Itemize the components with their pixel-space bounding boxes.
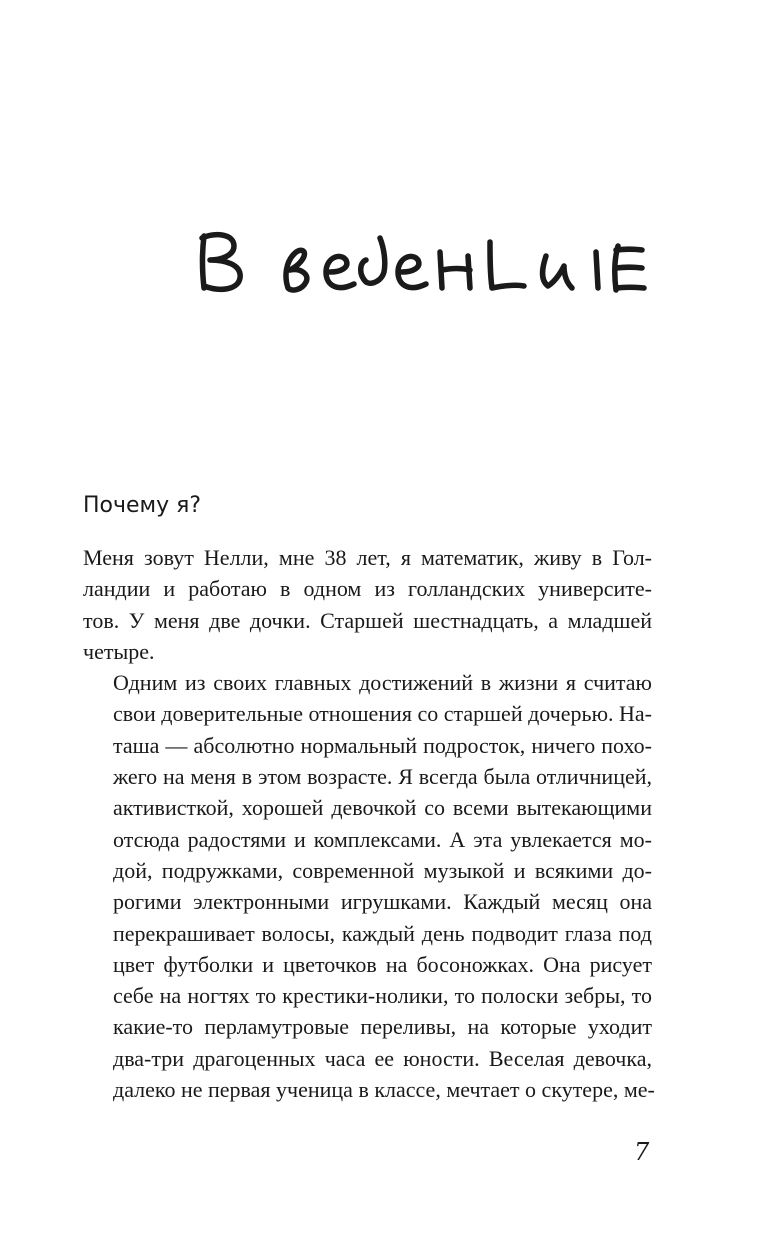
- text-line: Меня зовут Нелли, мне 38 лет, я математик, живу в Гол-: [83, 545, 652, 570]
- text-line: жего на меня в этом возрасте. Я всегда была отличницей,: [113, 764, 652, 790]
- handwritten-chapter-title-drawing: [190, 222, 660, 302]
- page-number: 7: [634, 1138, 650, 1166]
- body-text: [83, 542, 655, 1105]
- text-line: себе на ногтях то крестики-нолики, то полоски зебры, то: [113, 983, 652, 1009]
- text-line: тов. У меня две дочки. Старшей шестнадцать, а младшей: [83, 607, 652, 633]
- text-line: два-три драгоценных часа ее юности. Веселая девочка,: [113, 1045, 652, 1071]
- text-line: таша — абсолютно нормальный подросток, ничего похо-: [113, 732, 652, 758]
- text-line: отсюда радостями и комплексами. А эта увлекается мо-: [113, 826, 652, 852]
- text-line: дой, подружками, современной музыкой и всякими до-: [113, 857, 652, 883]
- text-line: ландии и работаю в одном из голландских университе-: [83, 576, 652, 602]
- text-line: свои доверительные отношения со старшей дочерью. На-: [113, 701, 652, 727]
- text-line: какие-то перламутровые переливы, на которые уходит: [113, 1014, 652, 1040]
- paragraph: [83, 667, 655, 1105]
- text-line: четыре.: [83, 638, 155, 664]
- chapter-title-text: [190, 302, 191, 303]
- section-heading: Почему я?: [83, 493, 202, 518]
- text-line: далеко не первая ученица в классе, мечтает о скутере, ме-: [113, 1077, 655, 1103]
- text-line: Одним из своих главных достижений в жизни я считаю: [113, 670, 652, 696]
- text-line: перекрашивает волосы, каждый день подводит глаза под: [113, 920, 652, 946]
- text-line: рогими электронными игрушками. Каждый месяц она: [113, 889, 652, 915]
- paragraph: [83, 542, 652, 667]
- text-line: активисткой, хорошей девочкой со всеми вытекающими: [113, 795, 652, 821]
- chapter-title: [190, 222, 660, 302]
- text-line: цвет футболки и цветочков на босоножках. Она рисует: [113, 951, 652, 977]
